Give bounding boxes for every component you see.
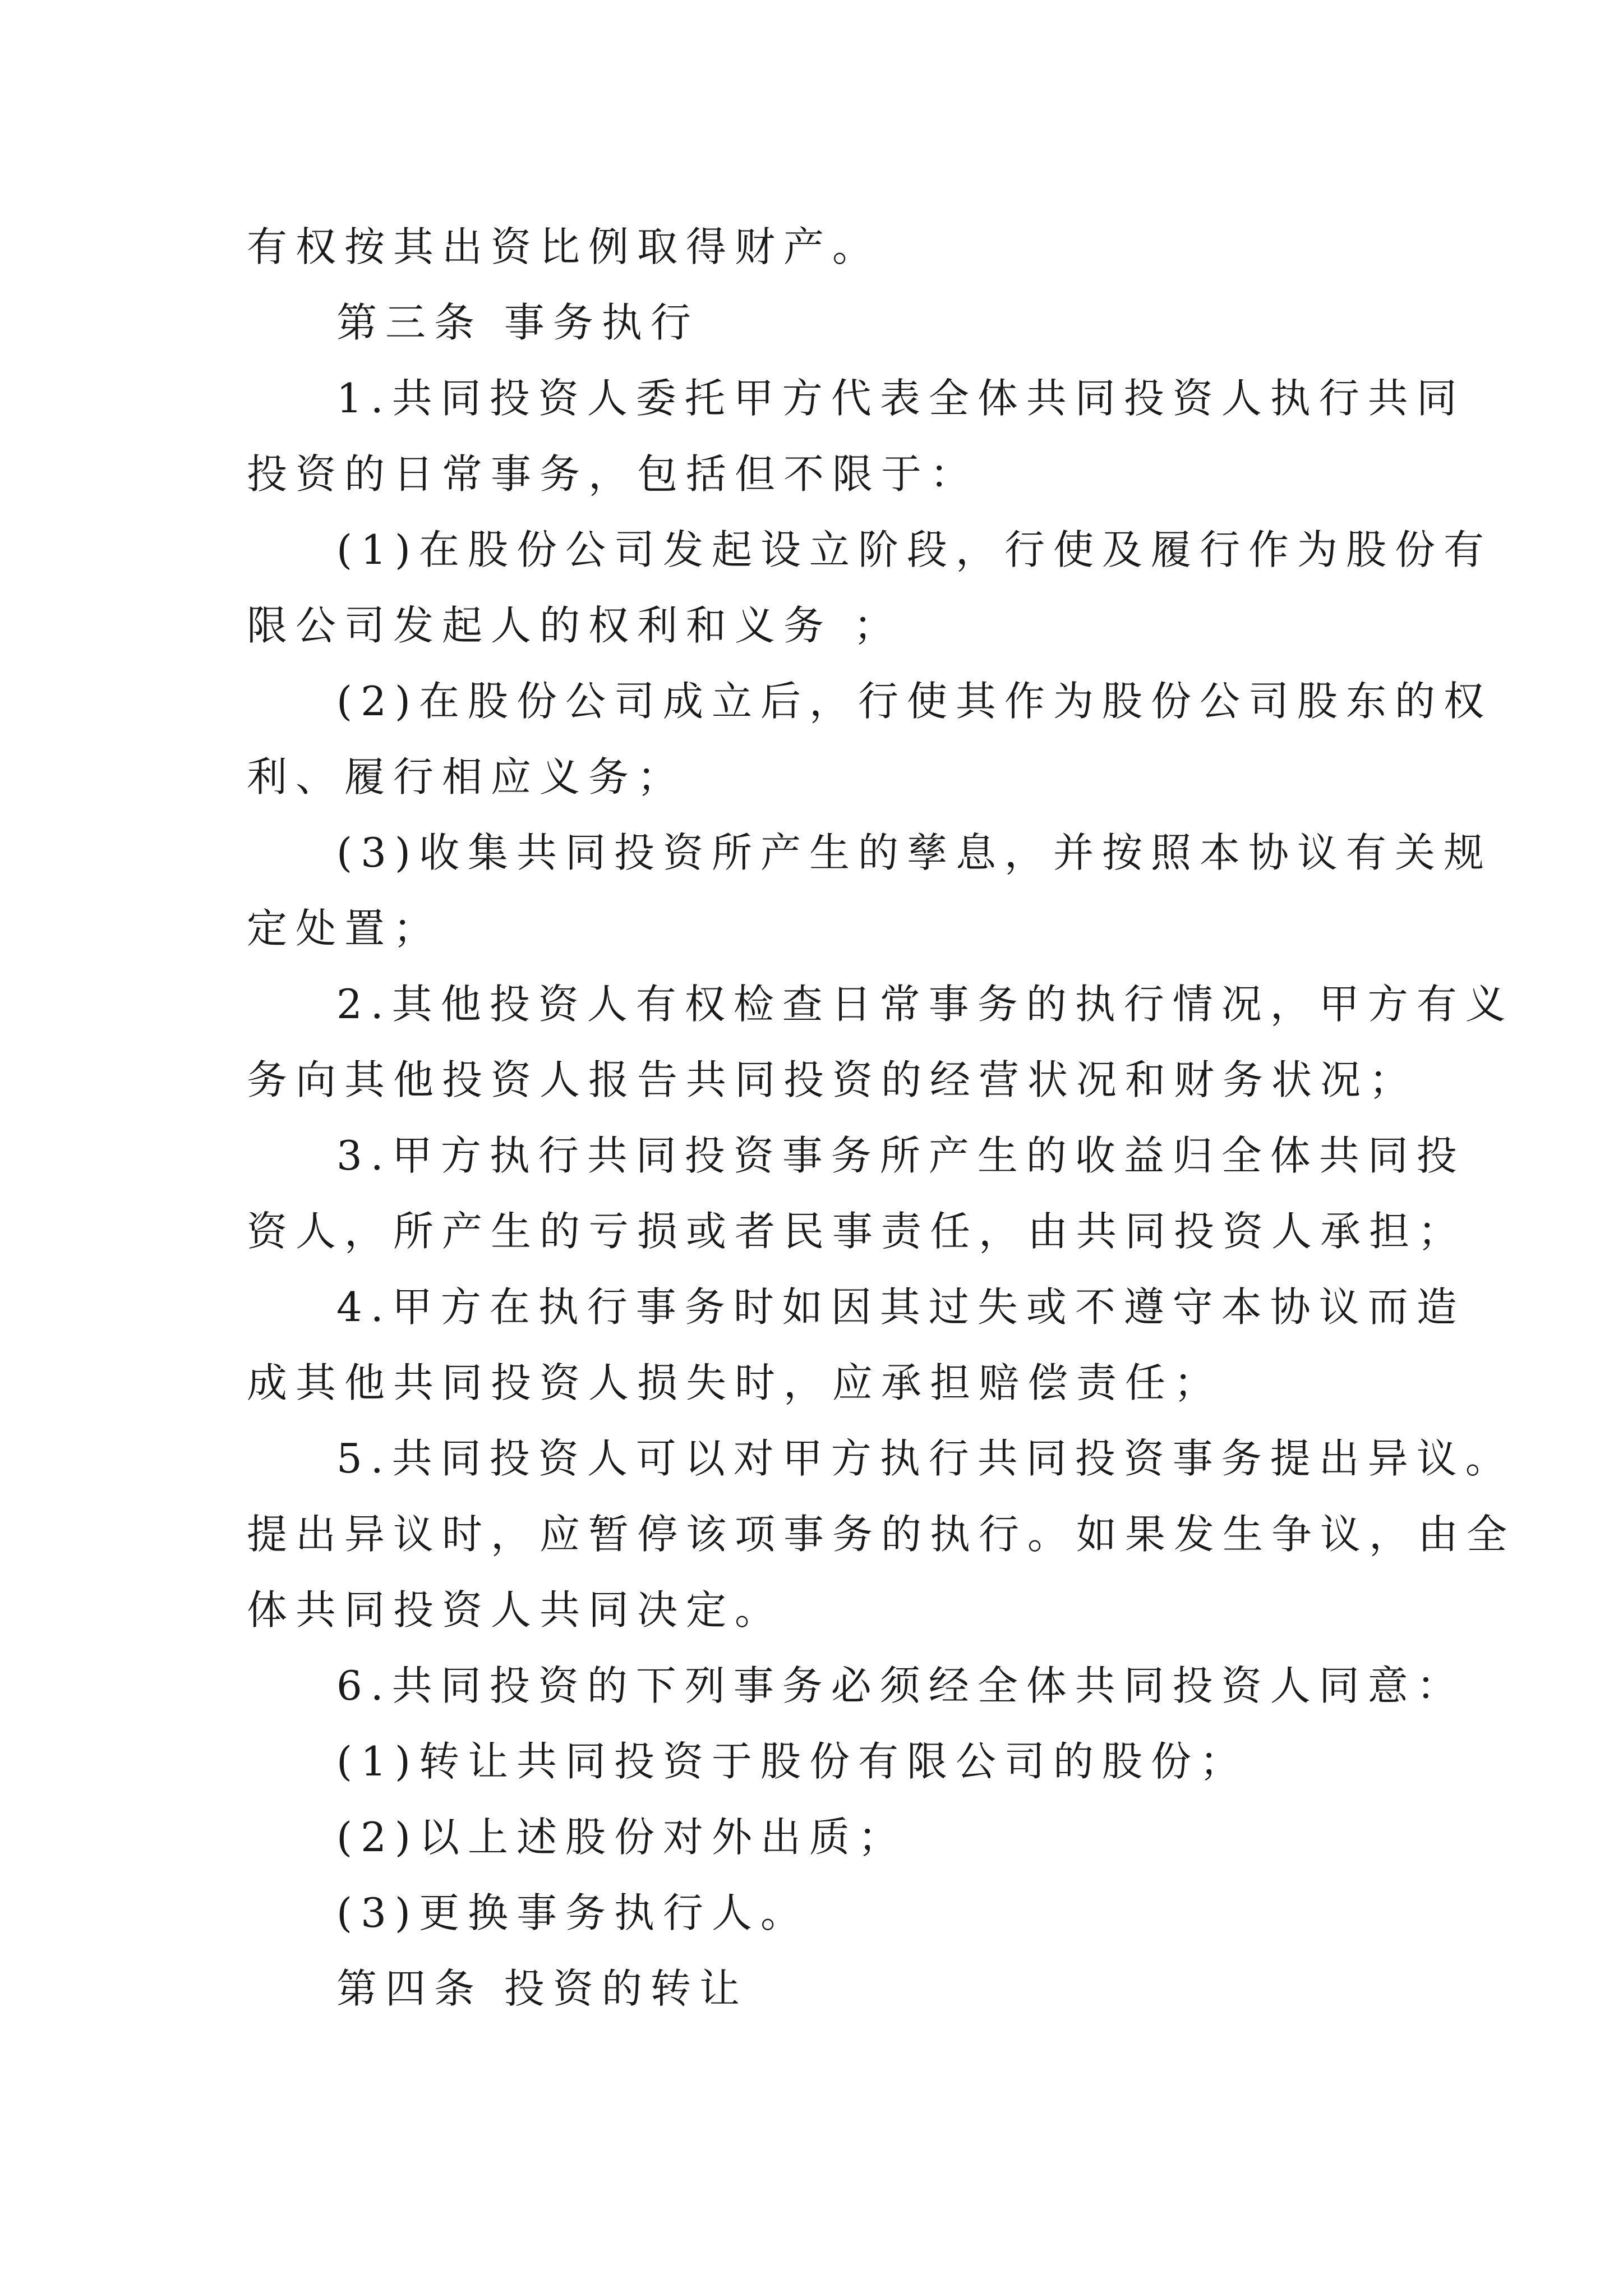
text-line: 提出异议时，应暂停该项事务的执行。如果发生争议，由全	[247, 1511, 1516, 1558]
text-line: 1.共同投资人委托甲方代表全体共同投资人执行共同	[336, 375, 1465, 422]
text-line: 投资的日常事务，包括但不限于：	[247, 450, 979, 498]
text-line: 成其他共同投资人损失时，应承担赔偿责任；	[247, 1359, 1223, 1406]
text-line: 务向其他投资人报告共同投资的经营状况和财务状况；	[247, 1056, 1418, 1103]
text-line: (3)更换事务执行人。	[336, 1889, 809, 1936]
text-line: 3.甲方执行共同投资事务所产生的收益归全体共同投	[336, 1132, 1465, 1179]
text-line: (1)转让共同投资于股份有限公司的股份；	[336, 1738, 1248, 1785]
text-line: 2.其他投资人有权检查日常事务的执行情况，甲方有义	[336, 981, 1514, 1028]
section-heading: 第四条 投资的转让	[336, 1965, 748, 2012]
text-line: 有权按其出资比例取得财产。	[247, 223, 882, 270]
text-line: (3)收集共同投资所产生的孳息，并按照本协议有关规	[336, 829, 1492, 876]
text-line: 6.共同投资的下列事务必须经全体共同投资人同意：	[336, 1662, 1465, 1709]
text-line: 限公司发起人的权利和义务 ；	[247, 602, 902, 649]
text-line: (2)以上述股份对外出质；	[336, 1814, 907, 1861]
text-line: 资人，所产生的亏损或者民事责任，由共同投资人承担；	[247, 1208, 1467, 1255]
text-line: 体共同投资人共同决定。	[247, 1586, 784, 1634]
text-line: 利、履行相应义务；	[247, 753, 686, 800]
section-heading: 第三条 事务执行	[336, 299, 699, 346]
text-line: 5.共同投资人可以对甲方执行共同投资事务提出异议。	[336, 1435, 1514, 1482]
text-line: 4.甲方在执行事务时如因其过失或不遵守本协议而造	[336, 1283, 1465, 1331]
text-line: 定处置；	[247, 905, 442, 952]
text-line: (2)在股份公司成立后，行使其作为股份公司股东的权	[336, 678, 1492, 725]
text-line: (1)在股份公司发起设立阶段，行使及履行作为股份有	[336, 526, 1492, 573]
